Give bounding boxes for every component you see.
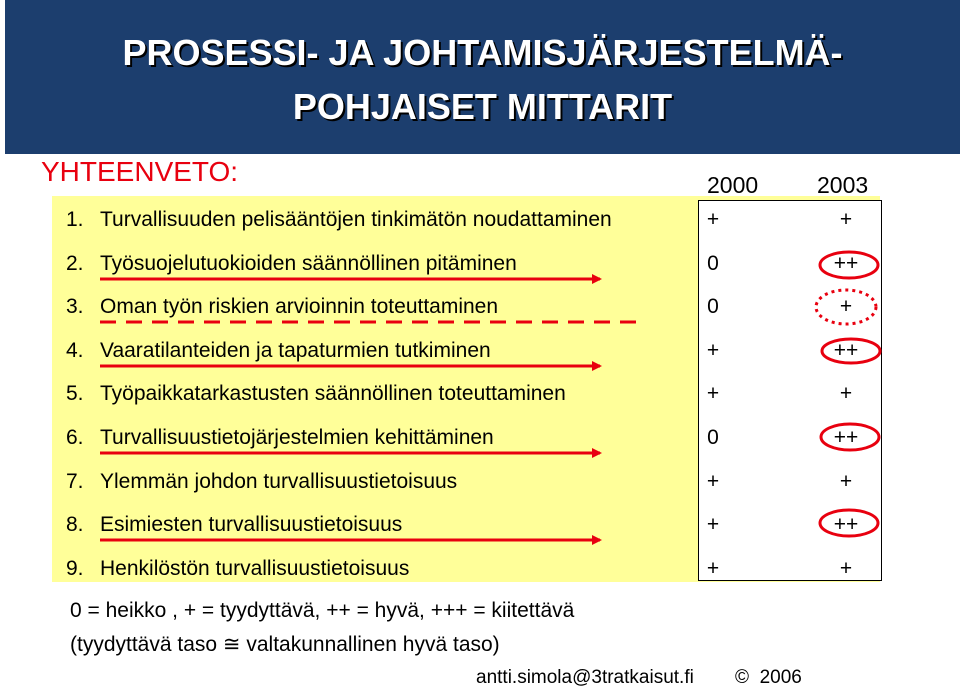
summary-row-label (66, 338, 698, 364)
summary-row-label (66, 294, 698, 320)
legend-note-start: (tyydyttävä taso (70, 633, 223, 656)
row-number: 6. (66, 426, 84, 449)
summary-row-label (66, 512, 698, 538)
rating-2000: 0 (707, 252, 719, 275)
legend-scale: 0 = heikko , + = tyydyttävä, ++ = hyvä, +++ = kiitettävä (70, 599, 575, 622)
row-number: 3. (66, 295, 84, 318)
row-text: Turvallisuuden pelisääntöjen tinkimätön noudattaminen (100, 208, 612, 231)
copyright-icon: © (735, 667, 749, 688)
row-text: Ylemmän johdon turvallisuustietoisuus (100, 470, 458, 493)
row-text: Oman työn riskien arvioinnin toteuttaminen (100, 295, 499, 318)
rating-2003: + (839, 557, 853, 580)
rating-2000: + (706, 208, 720, 231)
row-text: Turvallisuustietojärjestelmien kehittäminen (100, 426, 494, 449)
summary-row-label (66, 381, 698, 407)
summary-heading: YHTEENVETO: (41, 156, 239, 187)
rating-2000: 0 (707, 426, 719, 449)
row-text: Esimiesten turvallisuustietoisuus (100, 513, 403, 536)
row-number: 4. (66, 339, 84, 362)
row-text: Työsuojelutuokioiden säännöllinen pitäminen (100, 252, 517, 275)
row-number: 5. (66, 382, 84, 405)
rating-2000: + (706, 382, 720, 405)
rating-2003: ++ (833, 513, 859, 536)
row-text: Vaaratilanteiden ja tapaturmien tutkiminen (100, 339, 491, 362)
row-number: 1. (66, 208, 84, 231)
author-email: antti.simola@3tratkaisut.fi (476, 667, 694, 688)
rating-2000: 0 (707, 295, 719, 318)
summary-row-label (66, 207, 698, 233)
legend-note (70, 632, 500, 658)
rating-2000: + (706, 513, 720, 536)
rating-2003: ++ (833, 252, 859, 275)
row-number: 8. (66, 513, 84, 536)
approximately-equal-symbol: ≅ (222, 633, 241, 656)
summary-row-label (66, 469, 698, 495)
row-number: 2. (66, 252, 84, 275)
title-banner (5, 0, 960, 154)
column-header-2003: 2003 (817, 172, 869, 198)
row-number: 7. (66, 470, 84, 493)
page-title-line-2: POHJAISET MITTARIT (292, 86, 673, 127)
rating-2000: + (706, 339, 720, 362)
column-header-2000: 2000 (707, 172, 759, 198)
copyright (735, 666, 802, 690)
rating-2003: ++ (833, 339, 859, 362)
summary-row-label (66, 251, 698, 277)
rating-2000: + (706, 470, 720, 493)
rating-2003: + (839, 295, 853, 318)
rating-2003: + (839, 470, 853, 493)
rating-2000: + (706, 557, 720, 580)
copyright-year: 2006 (759, 667, 802, 688)
rating-2003: + (839, 208, 853, 231)
row-text: Työpaikkatarkastusten säännöllinen toteuttaminen (100, 382, 566, 405)
legend-note-end: valtakunnallinen hyvä taso) (240, 633, 500, 656)
summary-row-label (66, 425, 698, 451)
page-title-line-1: PROSESSI- JA JOHTAMISJÄRJESTELMÄ- (122, 32, 843, 73)
row-number: 9. (66, 557, 84, 580)
row-text: Henkilöstön turvallisuustietoisuus (100, 557, 410, 580)
rating-2003: ++ (833, 426, 859, 449)
summary-row-label (66, 556, 698, 582)
rating-2003: + (839, 382, 853, 405)
